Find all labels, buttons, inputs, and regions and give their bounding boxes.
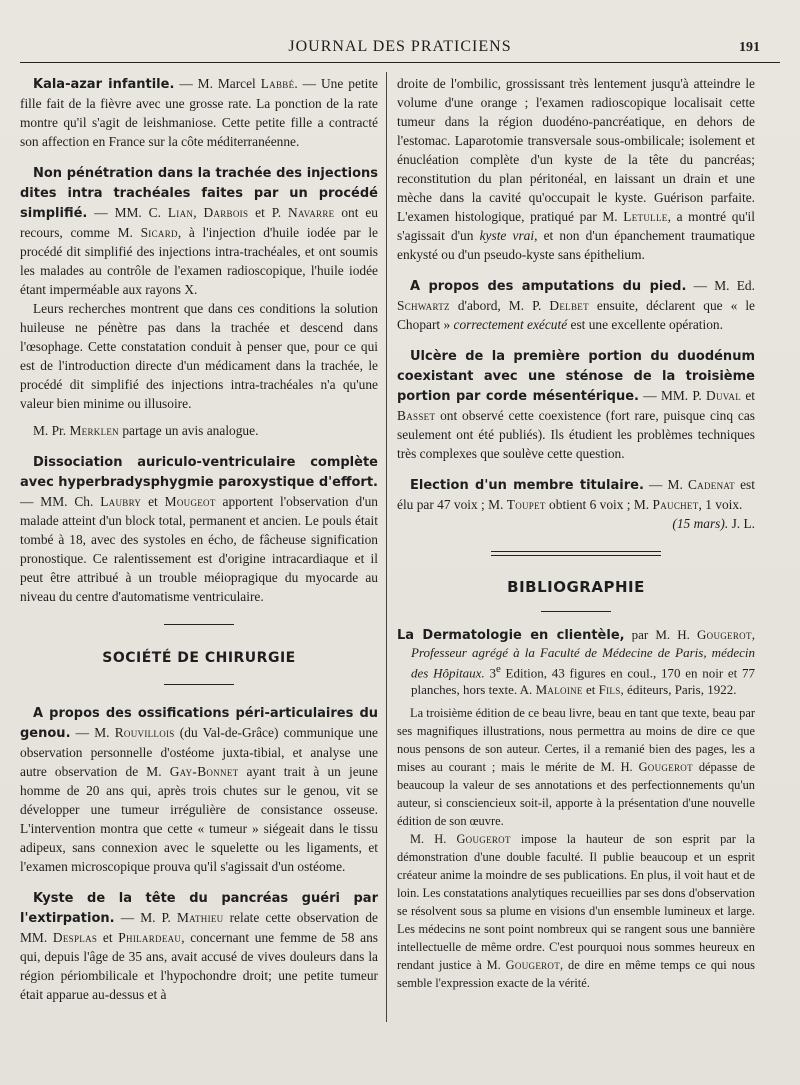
author-name: Gougerot [505, 958, 561, 973]
publisher-name: Fils [598, 682, 621, 698]
author-name: Gougerot [456, 832, 511, 847]
italic-term: correctement exécuté [453, 317, 568, 332]
page-number: 191 [739, 40, 760, 55]
right-column [397, 74, 755, 1004]
text-run: et [582, 682, 599, 698]
session-date: (15 mars). [672, 516, 729, 531]
section-non-penetration [20, 163, 378, 440]
author-name: Delbet [549, 298, 589, 313]
non-penetration-paragraph-1 [20, 163, 378, 299]
section-amputations [397, 276, 755, 334]
text-run: — M. [70, 725, 115, 740]
author-name: Gougerot [696, 627, 752, 642]
author-name: Laubry [100, 494, 142, 509]
author-initials: J. L. [731, 516, 755, 531]
text-run: (du Val-de-Grâce) communique une observation personnelle d'ostéome juxta-tibial, et analyse une autre observation de M. [20, 725, 378, 779]
dissociation-paragraph [20, 452, 378, 606]
heading-underline [541, 611, 611, 612]
section-ulcere [397, 346, 755, 463]
text-run: par M. H. [624, 627, 697, 642]
author-name: Duval [706, 388, 742, 403]
review-paragraph-2 [397, 830, 755, 992]
section-title: A propos des amputations du pied. [410, 279, 687, 294]
author-role: , Professeur agrégé à la Faculté de Médecine de Paris, médecin des Hôpitaux. [411, 627, 755, 681]
text-run: et [741, 388, 755, 403]
text-run: M. H. [410, 832, 457, 847]
author-name: Schwartz [397, 298, 450, 313]
author-name: Navarre [287, 205, 335, 220]
author-name: Letulle [623, 209, 668, 224]
kala-azar-paragraph [20, 74, 378, 151]
author-name: Pauchet [652, 497, 699, 512]
author-name: Mougeot [164, 494, 216, 509]
societe-heading: SOCIÉTÉ DE CHIRURGIE [102, 650, 296, 666]
text-run: apportent l'observation d'un malade atteint d'un block total, permanent et ancien. Le pouls était tombé à 18, avec des systoles en écho, de fâcheuse signification pronostique. Ce ralentissement est d'origine intracardiaque et il peut être attribué à un trouble méiopragique du myocarde au niveau du centre d'automatisme ventriculaire. [20, 494, 379, 604]
text-run: , concernant une femme de 58 ans qui, depuis l'âge de 35 ans, avait accusé de vives douleurs dans la région périombilicale et l'hypochondre droit; une petite tumeur était apparue au-dessus et à [20, 930, 379, 1002]
non-penetration-paragraph-2: Leurs recherches montrent que dans ces conditions la solution huileuse ne pénètre pas dans la trachée et descend dans l'œsophage. Cette constatation conduit à penser que, pour ce qui est de l'introduction directe d'un médicament dans la trachée, le procédé dit simplifié des injections intra-trachéales n'a qu'une valeur bien minime ou illusoire. [20, 301, 378, 411]
edition-superscript: e [495, 663, 501, 675]
non-penetration-paragraph-3 [20, 421, 378, 440]
text-run: d'abord, M. P. [449, 298, 550, 313]
author-name: Gougerot [638, 760, 693, 775]
text-run: — MM. Ch. [20, 494, 101, 509]
text-run: , de dire en même temps ce qui nous semble l'expression exacte de la vérité. [397, 958, 755, 991]
text-run: dépasse de beaucoup la valeur de ses annotations et des perfectionnements qu'un auteur, si consciencieux soit-il, apporte à la présentation d'une nouvelle édition de son œuvre. [397, 760, 755, 829]
bibliographie-heading: BIBLIOGRAPHIE [507, 578, 645, 596]
left-column [20, 74, 378, 1016]
header-rule [20, 62, 780, 63]
section-kyste-pancreas [20, 888, 378, 1004]
text-run: , [193, 205, 204, 220]
column-divider [386, 72, 387, 1022]
text-run: — M. [643, 477, 688, 492]
section-kyste-continued [397, 74, 755, 264]
author-name: Philardeau [118, 930, 182, 945]
text-run: ont observé cette coexistence (fort rare, puisque cinq cas seulement ont été publiés). Ils étudient les problèmes techniques très complexes que soulève cette question. [397, 408, 755, 461]
bibliographie-heading-block [397, 578, 755, 612]
text-run: — MM. P. [638, 388, 707, 403]
author-name: Basset [397, 408, 436, 423]
heading-underline [164, 684, 234, 685]
italic-term: kyste vrai [479, 228, 535, 243]
section-title: A propos des ossifications péri-articulaires du genou. [20, 706, 378, 741]
text-run: M. Pr. [33, 423, 70, 438]
text-run: La troisième édition de ce beau livre, beau en tant que texte, beau par ses magnifiques illustrations, nous permettra au moins de dire ce que nous pensons de son auteur. Certes, il a remanié bien des pages, les a mises au courant ; mais le mérite de M. H. [397, 706, 755, 775]
text-run: ayant trait à un jeune homme de 20 ans qui, après trois chutes sur le genou, vit se développer une tumeur irrégulière de consistance osseuse. L'intervention montra que cette « tumeur » siégeait dans le tissu adipeux, sans connexion avec le squelette ou les ligaments, et l'examen microscopique prouva qu'il s'agissait d'un ostéome. [20, 764, 378, 874]
separator-rule [164, 624, 234, 625]
text-run: partage un avis analogue. [118, 423, 259, 438]
text-run: — MM. C. [87, 205, 168, 220]
author-name: Toupet [506, 497, 546, 512]
text-run: , et non d'un épanchement traumatique enkysté ou d'un pseudo-kyste sans épithelium. [397, 228, 756, 262]
bibliography-entry [397, 626, 755, 992]
section-ossifications [20, 703, 378, 876]
review-paragraph-1 [397, 704, 755, 830]
kyste-paragraph [20, 888, 378, 1004]
text-run: — M. Marcel [174, 76, 261, 91]
text-run: , à l'injection d'huile iodée par le procédé dit simplifié des injections intra-trachéales, et ont soumis les malades au contrôle de l'examen radioscopique, l'huile iodée étant imperméable aux rayons X. [20, 225, 378, 297]
text-run: ont eu recours, comme M. [20, 205, 378, 240]
ossifications-paragraph [20, 703, 378, 876]
section-election [397, 475, 755, 533]
page-header [20, 36, 780, 60]
text-run: relate cette observation de MM. [20, 910, 378, 945]
text-run: , a montré qu'il s'agissait d'un [397, 209, 755, 243]
publisher-name: Maloine [535, 682, 583, 698]
text-run: est élu par 47 voix ; M. [397, 477, 755, 512]
author-name: Rouvillois [114, 725, 175, 740]
text-run: et [97, 930, 119, 945]
author-name: Desplas [52, 930, 98, 945]
section-title: Kala-azar infantile. [33, 77, 175, 92]
section-title: Ulcère de la première portion du duodénum coexistant avec une sténose de la troisième portion par corde mésentérique. [397, 349, 755, 404]
text-run: , éditeurs, Paris, 1922. [620, 682, 737, 698]
ulcere-paragraph [397, 346, 755, 463]
author-name: Sicard [140, 225, 178, 240]
text-run: est une excellente opération. [567, 317, 723, 332]
amputations-paragraph [397, 276, 755, 334]
text-run: — M. P. [114, 910, 177, 925]
text-run: obtient 6 voix ; M. [545, 497, 653, 512]
section-title: Election d'un membre titulaire. [410, 478, 644, 493]
section-title: Non pénétration dans la trachée des injections dites intra trachéales faites par un procédé simplifié. [20, 166, 378, 221]
kyste-continued-paragraph [397, 74, 755, 264]
author-name: Cadenat [687, 477, 735, 492]
election-signature [397, 514, 755, 533]
election-paragraph [397, 475, 755, 514]
text-run: ensuite, déclarent que « le Chopart » [397, 298, 755, 332]
text-run: et [141, 494, 165, 509]
author-name: Lian [167, 205, 194, 220]
author-name: Merklen [69, 423, 119, 438]
section-title: Kyste de la tête du pancréas guéri par l'extirpation. [20, 891, 378, 926]
author-name: Gay-Bonnet [169, 764, 239, 779]
text-run: droite de l'ombilic, grossissant très lentement jusqu'à atteindre le volume d'une orange ; l'examen radioscopique localisait cette tumeur dans la région duodéno-pancréatique, en dehors de l'estomac. Laparotomie transversale sous-ombilicale; isolement et énucléation complète d'un kyste de la tête du pancréas; reconstitution du plan péritonéal, en laissant un drain et une mèche dans la cavité qu'occupait le kyste. Guérison parfaite. L'examen histologique, pratiqué par M. [397, 76, 755, 224]
text-run: 3 [484, 665, 496, 681]
text-run: , 1 voix. [698, 497, 743, 512]
text-run: — M. Ed. [686, 278, 755, 293]
section-title: Dissociation auriculo-ventriculaire complète avec hyperbradysphygmie paroxystique d'effort. [20, 455, 378, 490]
author-name: Labbé [260, 76, 295, 91]
text-run: . — Une petite fille fait de la fièvre avec une grosse rate. La ponction de la rate montre qu'il s'agit de leishmaniose. Cette petite fille a contracté son affection en France sur la côte méditerranéenne. [20, 76, 378, 149]
book-reference [397, 626, 755, 698]
section-double-rule [491, 551, 661, 556]
book-title: La Dermatologie en clientèle, [397, 628, 625, 643]
author-name: Darbois [203, 205, 249, 220]
section-dissociation [20, 452, 378, 606]
text-run: et P. [248, 205, 288, 220]
journal-title: JOURNAL DES PRATICIENS [288, 38, 512, 55]
text-run: Edition, 43 figures en coul., 170 en noir et 77 planches, hors texte. A. [411, 665, 756, 698]
section-kala-azar [20, 74, 378, 151]
text-run: impose la hauteur de son esprit par la démonstration d'une double faculté. Il publie beaucoup et un esprit créateur anime la moindre de ses publications. En plus, il voit haut et de loin. Les constatations analytiques recueillies par ses dons d'observation se résolvent sous sa plume en visions d'un ensemble lumineux et large. Les médecins ne sont point nombreux qui se rangent sous une bannière intellectuelle de même ordre. C'est pourquoi nous sommes heureux en rendant justice à M. [397, 832, 755, 973]
societe-heading-block [20, 649, 378, 685]
author-name: Mathieu [176, 910, 224, 925]
